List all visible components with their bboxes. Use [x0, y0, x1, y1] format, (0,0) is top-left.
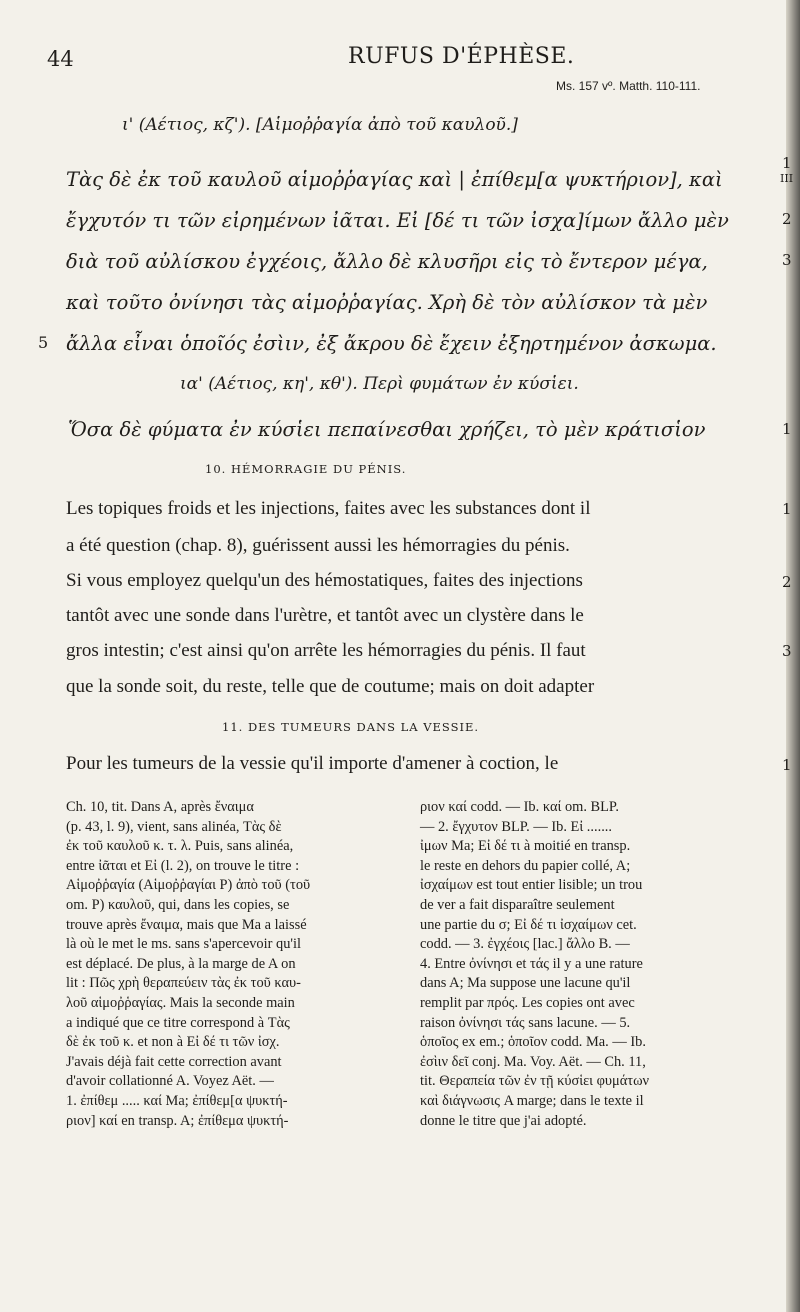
greek-line: ἄλλα εἶναι ὁποῖός ἐσὶιν, ἐξ ἄκρου δὲ ἔχειν ἐξηρτημένον ἀσκωμα.	[66, 332, 717, 355]
footnote-line: lit : Πῶς χρὴ θεραπεύειν τὰς ἐκ τοῦ καυ-	[66, 975, 301, 992]
footnote-line: est déplacé. De plus, à la marge de A on	[66, 955, 296, 972]
margin-number: 3	[782, 642, 792, 660]
footnote-line: d'avoir collationné A. Voyez Aët. —	[66, 1073, 274, 1090]
footnote-line: dans A; Ma suppose une lacune qu'il	[420, 975, 631, 992]
greek-line: Τὰς δὲ ἐκ τοῦ καυλοῦ αἱμοῤῥαγίας καὶ | ἐπίθεμ[α ψυκτήριον], καὶ	[66, 168, 723, 191]
footnote-line: (p. 43, l. 9), vient, sans alinéa, Τὰς δὲ	[66, 818, 282, 835]
footnote-line: ριον καί codd. — Ib. καί om. BLP.	[420, 799, 619, 815]
footnote-line: J'avais déjà fait cette correction avant	[66, 1053, 282, 1070]
footnote-line: om. P) καυλοῦ, qui, dans les copies, se	[66, 896, 290, 913]
footnote-line: λοῦ αἱμοῤῥαγίας. Mais la seconde main	[66, 994, 295, 1011]
french-line: Si vous employez quelqu'un des hémostatiques, faites des injections	[66, 570, 583, 591]
footnote-line: ἰμων Ma; Εἰ δέ τι à moitié en transp.	[420, 838, 631, 855]
footnote-line: raison ὀνίνησι τάς sans lacune. — 5.	[420, 1014, 631, 1031]
manuscript-reference: Ms. 157 vº. Matth. 110-111.	[556, 79, 701, 93]
margin-number: 1	[782, 500, 792, 518]
margin-number: 3	[782, 251, 792, 269]
line-number: 5	[38, 333, 49, 352]
margin-number: 1	[782, 420, 792, 438]
greek-chapter-11-heading: ια' (Αέτιος, κη', κθ'). Περὶ φυμάτων ἐν κύσἱει.	[180, 374, 579, 394]
footnote-line: 1. ἐπίθεμ ..... καί Ma; ἐπίθεμ[α ψυκτή-	[66, 1092, 288, 1109]
footnote-line: codd. — 3. ἐγχέοις [lac.] ἄλλο B. —	[420, 936, 630, 953]
footnote-line: remplit par πρός. Les copies ont avec	[420, 994, 635, 1011]
footnote-line: Ch. 10, tit. Dans A, après ἔναιμα	[66, 799, 254, 815]
margin-number: 2	[782, 210, 792, 228]
footnote-line: ὁποῖος ex em.; ὁποῖον codd. Ma. — Ib.	[420, 1034, 646, 1051]
french-line: que la sonde soit, du reste, telle que de coutume; mais on doit adapter	[66, 676, 595, 697]
margin-number: 2	[782, 573, 792, 591]
margin-volume-mark: III	[780, 172, 794, 185]
french-line: tantôt avec une sonde dans l'urètre, et tantôt avec un clystère dans le	[66, 605, 584, 626]
footnote-line: Αἱμοῤῥαγία (Αἱμοῤῥαγίαι P) ἀπὸ τοῦ (τοῦ	[66, 877, 311, 894]
footnote-line: ἰσχαίμων est tout entier lisible; un trou	[420, 877, 643, 894]
greek-line: καὶ τοῦτο ὀνίνησι τὰς αἱμοῤῥαγίας. Χρὴ δὲ τὸν αὐλίσκον τὰ μὲν	[66, 291, 708, 314]
footnotes-left-column	[66, 798, 310, 1131]
footnotes-right-column	[420, 798, 649, 1131]
page-number: 44	[47, 47, 74, 71]
footnote-line: entre ἰᾶται et Εἰ (l. 2), on trouve le titre :	[66, 857, 300, 874]
running-title: RUFUS D'ÉPHÈSE.	[348, 44, 575, 69]
greek-line: διὰ τοῦ αὐλίσκου ἐγχέοις, ἄλλο δὲ κλυσῆρι εἰς τὸ ἔντερον μέγα,	[66, 250, 708, 273]
footnote-line: ἐκ τοῦ καυλοῦ κ. τ. λ. Puis, sans alinéa,	[66, 838, 294, 855]
footnote-line: δὲ ἐκ τοῦ κ. et non à Εἰ δέ τι τῶν ἰσχ.	[66, 1034, 280, 1051]
margin-number: 1	[782, 154, 792, 172]
footnote-line: une partie du σ; Εἰ δέ τι ἰσχαίμων cet.	[420, 916, 637, 933]
section-11-title: 11. DES TUMEURS DANS LA VESSIE.	[222, 720, 480, 734]
greek-line: Ὅσα δὲ φύματα ἐν κύσἱει πεπαίνεσθαι χρήζει, τὸ μὲν κράτισἱον	[68, 418, 706, 441]
footnote-line: là où le met le ms. sans s'apercevoir qu'il	[66, 936, 301, 953]
margin-number: 1	[782, 756, 792, 774]
french-line: a été question (chap. 8), guérissent aussi les hémorragies du pénis.	[66, 535, 570, 556]
footnote-line: le reste en dehors du papier collé, A;	[420, 857, 631, 874]
french-line: gros intestin; c'est ainsi qu'on arrête les hémorragies du pénis. Il faut	[66, 640, 586, 661]
footnote-line: trouve après ἔναιμα, mais que Ma a laissé	[66, 916, 307, 933]
footnote-line: tit. Θεραπεία τῶν ἐν τῇ κύσἱει φυμάτων	[420, 1073, 650, 1090]
footnote-line: καὶ διάγνωσις A marge; dans le texte il	[420, 1092, 644, 1109]
french-line: Les topiques froids et les injections, faites avec les substances dont il	[66, 498, 591, 519]
greek-chapter-10-heading: ι' (Αέτιος, κζ'). [Αἱμοῤῥαγία ἀπὸ τοῦ καυλοῦ.]	[122, 115, 518, 135]
french-line: Pour les tumeurs de la vessie qu'il importe d'amener à coction, le	[66, 753, 559, 774]
footnote-line: ἐσὶιν δεῖ conj. Ma. Voy. Aët. — Ch. 11,	[420, 1053, 646, 1070]
footnote-line: donne le titre que j'ai adopté.	[420, 1112, 587, 1129]
section-10-title: 10. HÉMORRAGIE DU PÉNIS.	[205, 462, 407, 476]
footnote-line: de ver a fait disparaître seulement	[420, 896, 615, 913]
footnote-line: ριον] καί en transp. A; ἐπίθεμα ψυκτή-	[66, 1112, 289, 1129]
footnote-line: — 2. ἔγχυτον BLP. — Ib. Εἰ .......	[420, 818, 612, 835]
footnote-line: 4. Entre ὀνίνησι et τάς il y a une rature	[420, 955, 643, 972]
footnote-line: a indiqué que ce titre correspond à Τὰς	[66, 1014, 290, 1031]
greek-line: ἔγχυτόν τι τῶν εἰρημένων ἰᾶται. Εἰ [δέ τι τῶν ἰσχα]ίμων ἄλλο μὲν	[66, 209, 729, 232]
